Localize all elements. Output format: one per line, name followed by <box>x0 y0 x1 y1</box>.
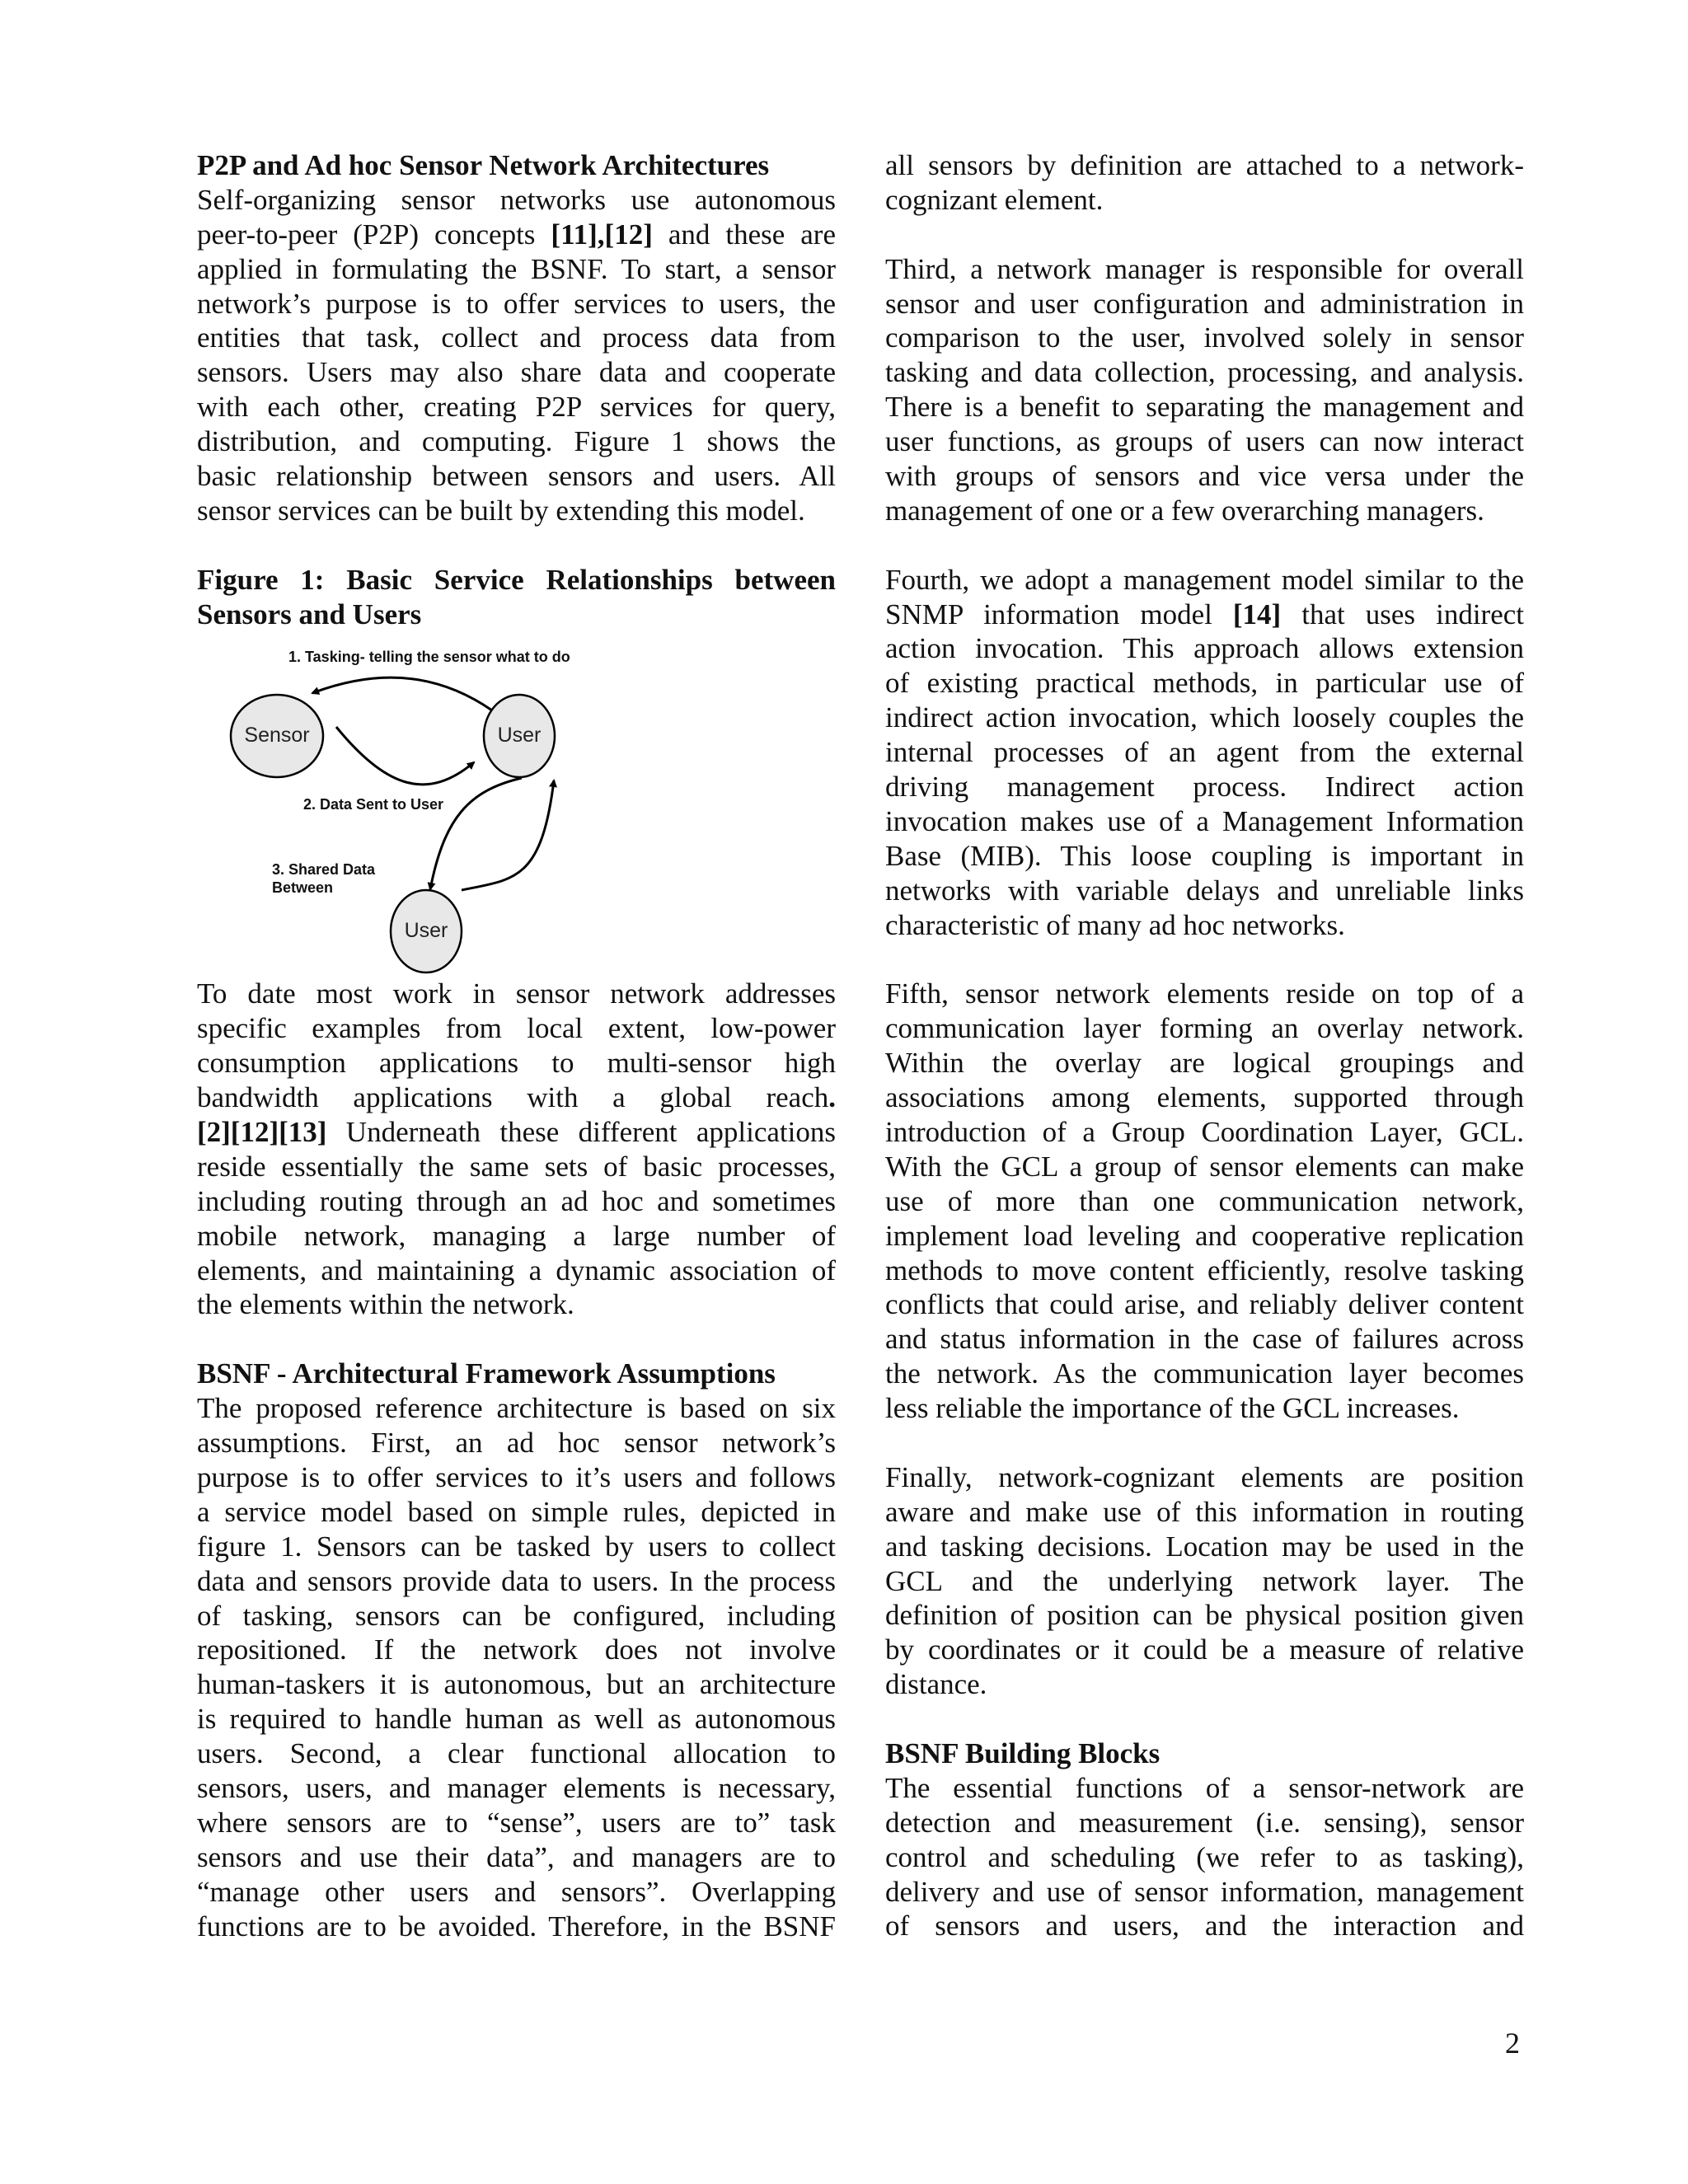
citation-bold: [14] <box>1232 598 1282 630</box>
text-line: reside essentially the same sets of basic processes, <box>197 1150 836 1183</box>
text-line: The proposed reference architecture is based on six <box>197 1392 836 1425</box>
text-line: invocation makes use of a Management Information <box>885 804 1524 837</box>
text-line: of tasking, sensors can be configured, including <box>197 1599 836 1632</box>
text-line: definition of position can be physical position given <box>885 1599 1524 1632</box>
tasking-arrow <box>312 677 492 710</box>
text-line: of sensors and users, and the interaction and <box>885 1910 1524 1943</box>
text-line: distribution, and computing. Figure 1 shows the <box>197 425 836 458</box>
text-line: networks with variable delays and unreliable links <box>885 874 1524 907</box>
text-line: sensor and user configuration and administration in <box>885 287 1524 320</box>
blank-line <box>197 1322 836 1357</box>
text-line: Third, a network manager is responsible for overall <box>885 252 1524 285</box>
citation-bold: [11],[12] <box>551 218 653 251</box>
user-node-1-label: User <box>497 724 542 747</box>
text-line: and status information in the case of failures across <box>885 1323 1524 1356</box>
text-line: sensors and use their data”, and managers are to <box>197 1840 836 1873</box>
citation-bold: . <box>828 1081 836 1114</box>
text-line: management of one or a few overarching managers. <box>885 494 1484 527</box>
data-sent-arrow <box>336 727 474 785</box>
text-line: human-taskers it is autonomous, but an architecture <box>197 1668 836 1701</box>
text-line: detection and measurement (i.e. sensing), sensor <box>885 1806 1524 1839</box>
right-column <box>885 148 1524 1943</box>
text-line: figure 1. Sensors can be tasked by users to collect <box>197 1530 836 1563</box>
text-line: entities that task, collect and process data from <box>197 321 836 354</box>
citation-bold: BSNF Building Blocks <box>885 1736 1160 1769</box>
section-heading <box>885 1736 1524 1771</box>
text-line: There is a benefit to separating the management and <box>885 391 1524 424</box>
text-line: is required to handle human as well as autonomous <box>197 1703 836 1736</box>
blank-line <box>197 528 836 563</box>
text-line: network’s purpose is to offer services to users, the <box>197 287 836 320</box>
text-line: users. Second, a clear functional allocation to <box>197 1737 836 1770</box>
text-line: the elements within the network. <box>197 1288 574 1321</box>
text-line: Fifth, sensor network elements reside on top of a <box>885 977 1524 1010</box>
data-sent-label: 2. Data Sent to User <box>303 796 444 813</box>
text-line: where sensors are to “sense”, users are to” task <box>197 1806 836 1839</box>
text-line: Within the overlay are logical groupings and <box>885 1047 1524 1080</box>
text-line: assumptions. First, an ad hoc sensor network’s <box>197 1427 836 1460</box>
blank-line <box>885 942 1524 977</box>
text-line: sensors, users, and manager elements is necessary, <box>197 1771 836 1804</box>
text-line: and tasking decisions. Location may be used in the <box>885 1530 1524 1563</box>
text-line: of existing practical methods, in particular use of <box>885 667 1524 700</box>
text-line: Self-organizing sensor networks use autonomous <box>197 183 836 216</box>
text-line: “manage other users and sensors”. Overlapping <box>197 1875 836 1908</box>
shared-data-label-2: Between <box>272 879 334 896</box>
text-line: delivery and use of sensor information, management <box>885 1875 1524 1908</box>
text-line: a service model based on simple rules, depicted in <box>197 1495 836 1528</box>
blank-line <box>885 1426 1524 1460</box>
text-line: by coordinates or it could be a measure of relative <box>885 1633 1524 1666</box>
text-line: aware and make use of this information in routing <box>885 1495 1524 1528</box>
text-line: internal processes of an agent from the external <box>885 736 1524 769</box>
text-line: driving management process. Indirect action <box>885 771 1524 804</box>
text-line: characteristic of many ad hoc networks. <box>885 908 1345 941</box>
text-line: To date most work in sensor network addresses <box>197 977 836 1010</box>
citation-bold: BSNF - Architectural Framework Assumptions <box>197 1357 776 1390</box>
figure-1-diagram <box>197 632 836 978</box>
text-line: cognizant element. <box>885 183 1104 216</box>
text-line: methods to move content efficiently, resolve tasking <box>885 1254 1524 1286</box>
text-line: user functions, as groups of users can now interact <box>885 425 1524 458</box>
blank-line <box>885 218 1524 252</box>
text-line: communication layer forming an overlay network. <box>885 1012 1524 1045</box>
text-line: With the GCL a group of sensor elements can make <box>885 1150 1524 1183</box>
text-line: purpose is to offer services to it’s users and follows <box>197 1460 836 1493</box>
text-line: The essential functions of a sensor-network are <box>885 1771 1524 1804</box>
text-line <box>197 598 836 632</box>
text-line: associations among elements, supported through <box>885 1081 1524 1114</box>
text-line: including routing through an ad hoc and sometimes <box>197 1184 836 1217</box>
text-line: applied in formulating the BSNF. To start, a sensor <box>197 252 836 285</box>
text-line: introduction of a Group Coordination Layer, GCL. <box>885 1115 1524 1148</box>
text-line: data and sensors provide data to users. In the process <box>197 1564 836 1597</box>
blank-line <box>885 1702 1524 1736</box>
text-line: basic relationship between sensors and users. All <box>197 460 836 493</box>
user-node-2-label: User <box>404 919 448 942</box>
text-line: elements, and maintaining a dynamic association of <box>197 1254 836 1286</box>
text-line: sensor services can be built by extending this model. <box>197 494 805 527</box>
text-line: Base (MIB). This loose coupling is important in <box>885 839 1524 872</box>
text-line: the network. As the communication layer becomes <box>885 1357 1524 1390</box>
shared-data-label: 3. Shared Data <box>272 861 376 878</box>
text-line: with groups of sensors and vice versa under the <box>885 460 1524 493</box>
text-line: bandwidth applications with a global reach. <box>197 1081 836 1114</box>
text-line: use of more than one communication network, <box>885 1184 1524 1217</box>
text-line: sensors. Users may also share data and cooperate <box>197 356 836 389</box>
shared-data-arrow-down <box>430 778 522 889</box>
page-number: 2 <box>1505 2027 1520 2060</box>
text-line: distance. <box>885 1668 987 1701</box>
text-line <box>197 563 836 598</box>
text-line: [2][12][13] Underneath these different applications <box>197 1116 836 1149</box>
text-line: specific examples from local extent, low-power <box>197 1012 836 1045</box>
text-line: action invocation. This approach allows extension <box>885 632 1524 665</box>
citation-bold: Sensors and Users <box>197 598 422 630</box>
text-line: tasking and data collection, processing, and analysis. <box>885 356 1524 389</box>
tasking-label: 1. Tasking- telling the sensor what to do <box>288 649 570 665</box>
text-line: implement load leveling and cooperative replication <box>885 1219 1524 1252</box>
sensor-node-label: Sensor <box>244 724 310 747</box>
text-line: Finally, network-cognizant elements are position <box>885 1460 1524 1493</box>
text-line: repositioned. If the network does not involve <box>197 1633 836 1666</box>
text-line: conflicts that could arise, and reliably deliver content <box>885 1288 1524 1321</box>
text-line: mobile network, managing a large number of <box>197 1219 836 1252</box>
text-line: all sensors by definition are attached to a network- <box>885 149 1524 181</box>
text-line: GCL and the underlying network layer. The <box>885 1564 1524 1597</box>
text-line: SNMP information model [14] that uses indirect <box>885 598 1524 630</box>
text-line: comparison to the user, involved solely in sensor <box>885 321 1524 354</box>
text-line: Fourth, we adopt a management model similar to the <box>885 563 1524 596</box>
section-heading <box>197 1357 836 1391</box>
blank-line <box>885 528 1524 563</box>
text-line: control and scheduling (we refer to as tasking), <box>885 1840 1524 1873</box>
citation-bold: [2][12][13] <box>197 1116 327 1149</box>
text-line: indirect action invocation, which loosely couples the <box>885 701 1524 734</box>
section-heading <box>197 148 836 183</box>
citation-bold: P2P and Ad hoc Sensor Network Architectures <box>197 149 770 181</box>
text-line: less reliable the importance of the GCL increases. <box>885 1392 1460 1425</box>
text-line: with each other, creating P2P services for query, <box>197 391 836 424</box>
text-line: consumption applications to multi-sensor high <box>197 1047 836 1080</box>
text-line: peer-to-peer (P2P) concepts [11],[12] and these are <box>197 218 836 251</box>
citation-bold: Figure 1: Basic Service Relationships between <box>197 563 836 596</box>
left-column <box>197 148 836 1943</box>
text-line: functions are to be avoided. Therefore, in the BSNF <box>197 1910 836 1943</box>
